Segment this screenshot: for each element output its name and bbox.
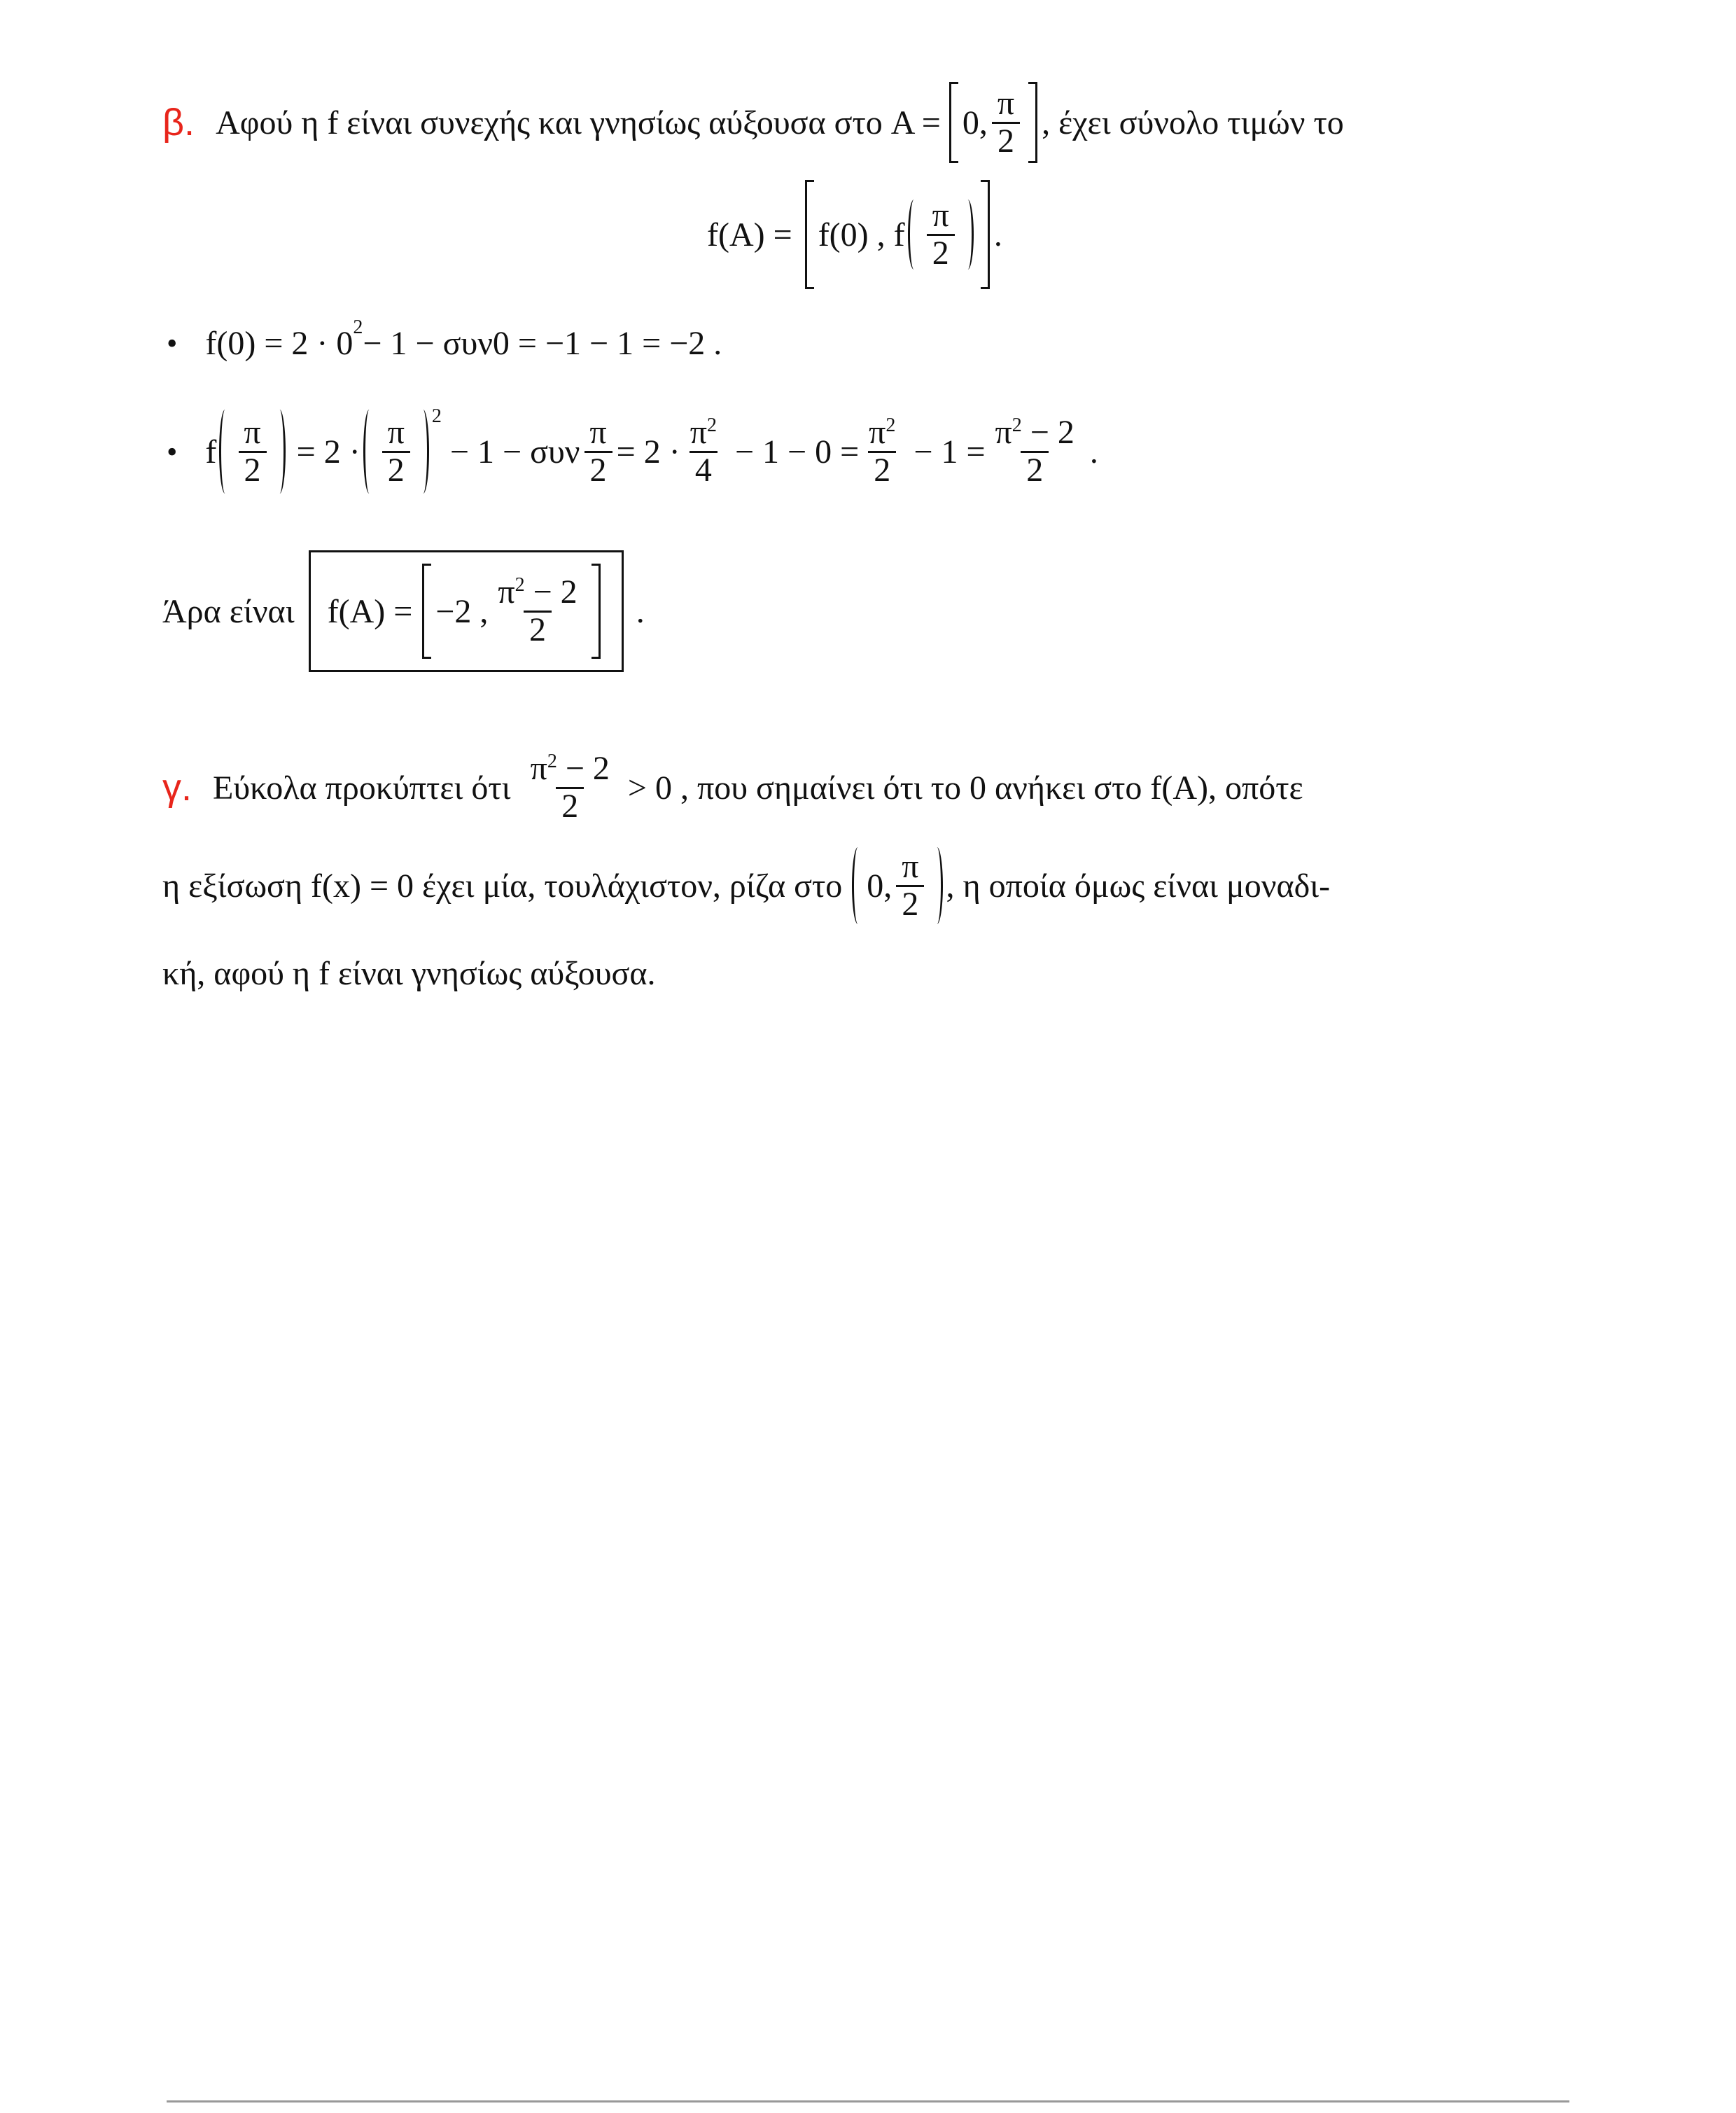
right-paren: [274, 410, 286, 494]
pi-over-2-fraction: [927, 198, 955, 271]
beta-label: β.: [162, 102, 195, 144]
left-paren: [908, 200, 920, 270]
numerator: $\pi^2 - 2$: [995, 414, 1074, 452]
beta-text-before: Αφού η f είναι συνεχής και γνησίως αύξουσα στο A =: [216, 104, 941, 141]
pi-over-2-fraction: [896, 849, 924, 922]
numerator: π: [997, 85, 1015, 123]
minus-2: −2 ,: [435, 592, 489, 630]
exponent: 2: [431, 405, 442, 427]
denominator: 4: [690, 451, 718, 488]
exponent: 2: [353, 316, 363, 338]
pi-sq-minus-2-over-2-fraction: [525, 751, 615, 824]
left-bracket: [422, 564, 431, 659]
interval-start: 0,: [867, 867, 892, 905]
gamma-line-1: [162, 746, 1303, 830]
numerator: π: [387, 414, 405, 452]
gamma-line2-before: η εξίσωση f(x) = 0 έχει μία, τουλάχιστον, ρίζα στο: [162, 867, 843, 905]
denominator: 2: [868, 451, 896, 488]
gamma-text-2: > 0 , που σημαίνει ότι το 0 ανήκει στο f(A), οπότε: [627, 769, 1303, 807]
end-dot: .: [993, 216, 1002, 253]
right-bracket: [1028, 82, 1037, 163]
denominator: 2: [556, 787, 584, 824]
numerator: π: [589, 414, 607, 452]
fA-range-line: [707, 182, 1002, 287]
equals-2-dot: = 2 ·: [296, 433, 360, 470]
end-dot: .: [1089, 433, 1098, 470]
f0-rest: − 1 − συν0 = −1 − 1 = −2 .: [363, 324, 722, 362]
denominator: 2: [524, 611, 552, 648]
right-bracket: [592, 564, 601, 659]
bullet-f-pi-half: [167, 403, 1098, 501]
left-paren: [219, 410, 231, 494]
denominator: 2: [239, 451, 267, 488]
denominator: 2: [927, 234, 955, 271]
f0-expr: f(0) = 2 · 0: [205, 324, 354, 362]
pi-sq-minus-2-over-2-fraction: [990, 415, 1080, 488]
pi-over-2-fraction: [238, 415, 266, 488]
numerator: π: [902, 848, 919, 886]
right-paren: [931, 847, 943, 924]
bullet-symbol: •: [167, 434, 178, 469]
equals-2-dot: = 2 ·: [616, 433, 680, 470]
numerator: $\pi^2$: [690, 414, 717, 452]
footer-rule: [167, 2100, 1569, 2102]
gamma-line2-after: , η οποία όμως είναι μοναδι-: [946, 867, 1331, 905]
left-paren: [363, 410, 375, 494]
fA-label: f(A) =: [327, 592, 413, 630]
numerator: $\pi^2 - 2$: [530, 750, 610, 788]
ara-text: Άρα είναι: [162, 592, 295, 630]
beta-text-after: , έχει σύνολο τιμών το: [1042, 104, 1344, 141]
pi-sq-over-2-fraction: [863, 415, 901, 488]
pi-over-2-fraction: [992, 86, 1020, 159]
denominator: 2: [992, 122, 1020, 159]
f0-text: f(0) , f: [818, 216, 905, 253]
interval-start: 0,: [962, 104, 988, 141]
numerator: π: [932, 197, 949, 235]
pi-sq-over-4-fraction: [685, 415, 722, 488]
bullet-symbol: •: [167, 326, 178, 361]
numerator: $\pi^2 - 2$: [498, 573, 578, 611]
fA-label: f(A) =: [707, 216, 792, 253]
numerator: π: [244, 414, 261, 452]
denominator: 2: [584, 451, 612, 488]
pi-over-2-fraction: [584, 415, 612, 488]
f-symbol: f: [205, 433, 217, 470]
left-bracket: [949, 82, 958, 163]
end-dot: .: [636, 592, 645, 630]
right-paren: [962, 200, 974, 270]
gamma-label: γ.: [162, 767, 192, 809]
denominator: 2: [896, 885, 924, 922]
minus-1: − 1 =: [913, 433, 986, 470]
minus-1-minus-0: − 1 − 0 =: [734, 433, 860, 470]
left-paren: [852, 847, 864, 924]
beta-line: [162, 84, 1344, 161]
right-bracket: [981, 180, 990, 289]
pi-over-2-fraction: [382, 415, 410, 488]
gamma-line-3: [162, 949, 656, 998]
pi-sq-minus-2-over-2-fraction: [492, 575, 582, 648]
conclusion-line: [162, 552, 645, 671]
right-paren: [417, 410, 429, 494]
gamma-line-2: [162, 844, 1330, 928]
gamma-line3: κή, αφού η f είναι γνησίως αύξουσα.: [162, 954, 656, 992]
minus-syn: − 1 − συν: [449, 433, 580, 470]
gamma-text-1: Εύκολα προκύπτει ότι: [213, 769, 511, 807]
boxed-result: [309, 550, 624, 672]
numerator: $\pi^2$: [869, 414, 896, 452]
denominator: 2: [382, 451, 410, 488]
bullet-f0: [167, 316, 722, 368]
left-bracket: [805, 180, 814, 289]
denominator: 2: [1021, 451, 1049, 488]
